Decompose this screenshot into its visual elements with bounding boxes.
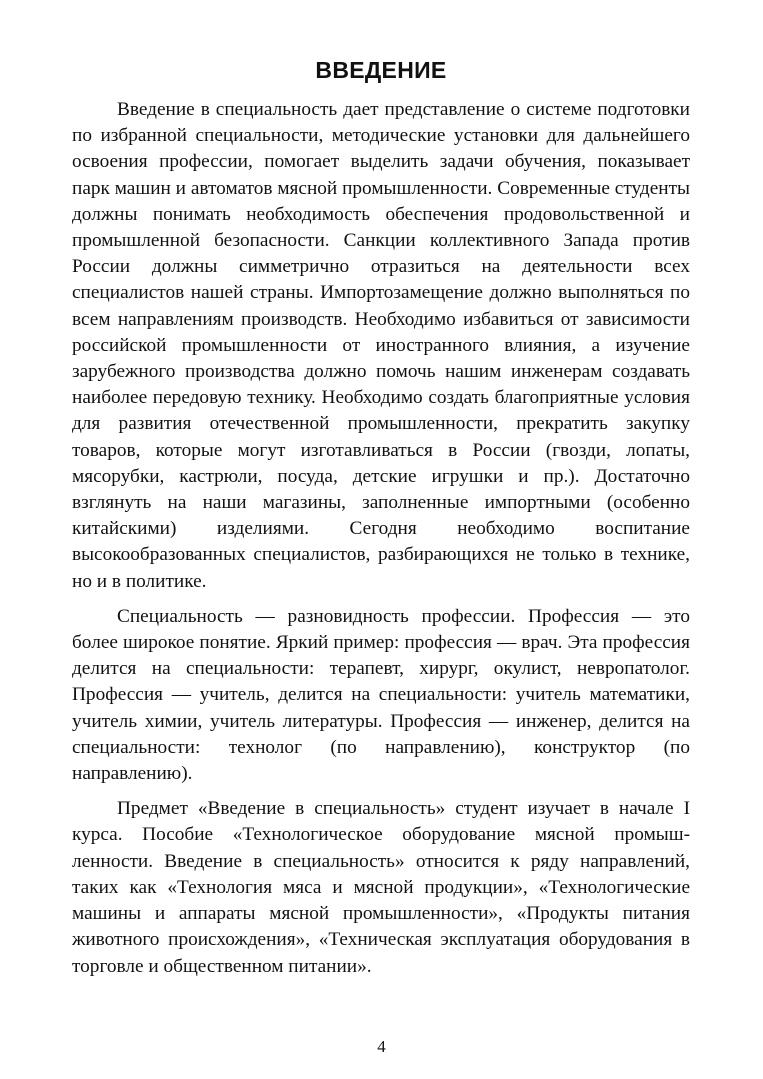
paragraph-introduction: Введение в специальность дает представление о системе подготовки по избранной специальности, методические установки для дальнейшего освоения профессии, помогает выделить задачи обучения, показывает парк машин и автоматов мясной промышленности. Современные студенты должны понимать необходимость обеспечения продовольственной и промышленной безопасности. Санкции коллективного Запада против России должны симметрично отразиться на деятельности всех специалистов нашей страны. Импортозамещение должно выполняться по всем направлениям производств. Необходимо избавиться от зависимости российской промышленности от иностранного влияния, а изучение зарубежного производства должно помочь нашим инженерам создавать наиболее передовую технику. Необходимо создать благоприятные условия для развития отечественной промышленности, прекратить закупку товаров, которые могут изготавливаться в России (гвозди, лопаты, мясорубки, кастрюли, посуда, детские игрушки и пр.). Достаточно взглянуть на наши магазины, заполненные импортными (особенно китайскими) изделиями. Сегодня необходимо воспитание высокообразованных специалистов, разбирающихся не только в технике, но и в политике. (72, 99, 690, 592)
page-title: ВВЕДЕНИЕ (315, 57, 447, 83)
page-number: 4 (377, 1037, 386, 1056)
document-page (72, 0, 690, 980)
paragraph-specialty-definition: Специальность — разновидность профессии. Профессия — это более широкое понятие. Яркий пример: профессия — врач. Эта профессия делится на специальности: терапевт, хирург, окулист, невропатолог. Профессия — учитель, делится на специальности: учитель математики, учитель химии, учитель литературы. Профессия — инженер, делится на специальности: технолог (по направлению), конструктор (по направлению). (72, 605, 690, 785)
paragraph-course-subject: Предмет «Введение в специальность» студент изучает в начале I курса. Пособие «Технологическое оборудование мясной промышленности. Введение в специальность» относится к ряду направлений, таких как «Технология мяса и мясной продукции», «Технологические машины и аппараты мясной промышленности», «Продукты питания животного происхождения», «Техническая эксплуатация оборудования в торговле и общественном питании». (72, 798, 690, 977)
